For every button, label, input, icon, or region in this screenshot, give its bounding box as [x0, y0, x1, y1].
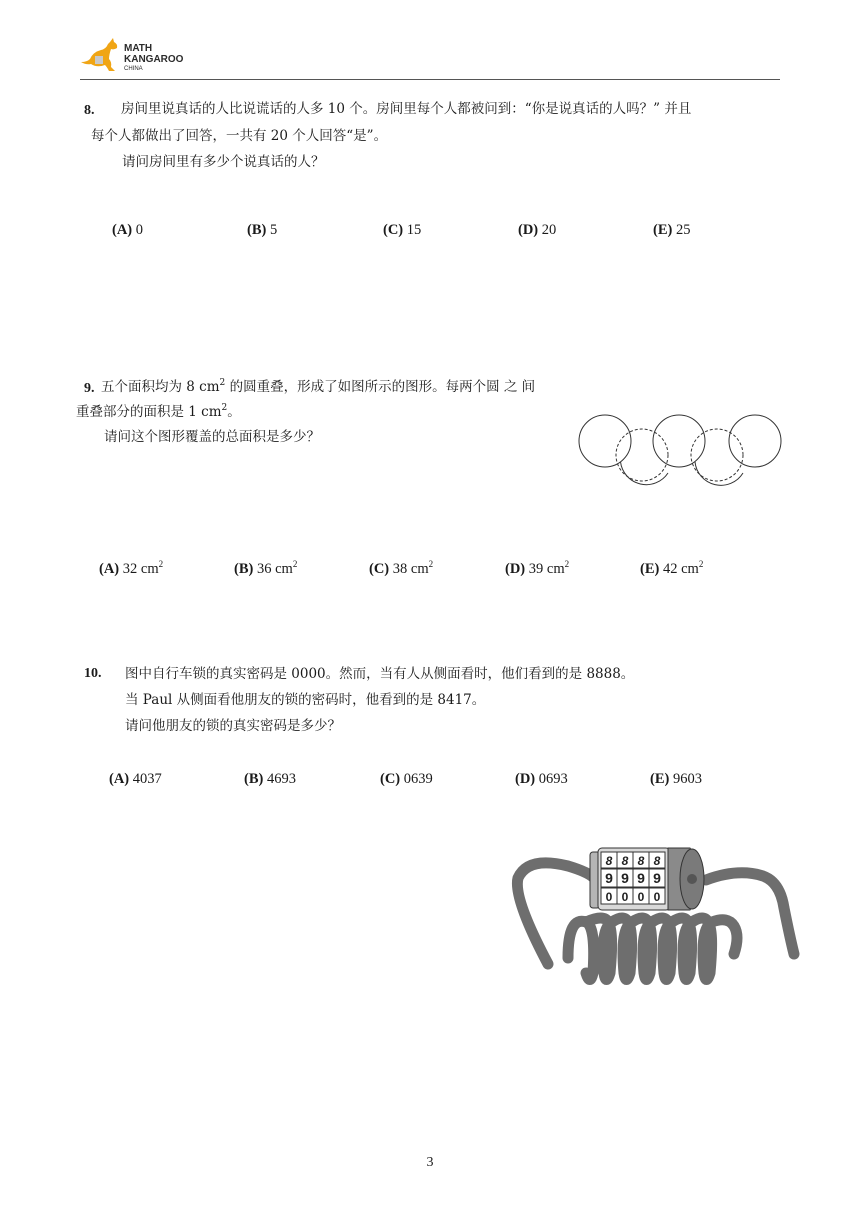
lock-top-digit-1: 8	[605, 854, 613, 868]
overlapping-circles-figure	[574, 412, 788, 486]
lock-bot-digit-4: 0	[653, 890, 661, 904]
bicycle-lock-figure	[508, 838, 804, 988]
q9-option-b[interactable]: (B) 36 $cm^2$	[234, 559, 298, 577]
q10-option-c[interactable]: (C) 0639	[380, 771, 433, 787]
q8-text-line1: 房间里说真话的人比说谎话的人多 10 个。房间里每个人都被问到：“你是说真话的人吗？” 并且	[121, 101, 692, 117]
q8-option-e[interactable]: (E) 25	[653, 222, 691, 238]
q9-number: 9.	[84, 381, 95, 396]
q8-text-line3: 请问房间里有多少个说真话的人？	[122, 154, 325, 170]
q8-option-b[interactable]: (B) 5	[247, 222, 278, 238]
lock-top-digit-3: 8	[637, 854, 645, 868]
logo-text-china: CHINA	[124, 66, 143, 72]
q10-option-b[interactable]: (B) 4693	[244, 771, 296, 787]
q9-text-line1: 五个面积均为 8 $cm^2$ 的圆重叠，形成了如图所示的图形。每两个圆 之 间	[101, 378, 536, 395]
q10-text-line1: 图中自行车锁的真实密码是 0000。然而，当有人从侧面看时，他们看到的是 8888。	[125, 666, 635, 682]
lock-bot-digit-2: 0	[621, 890, 629, 904]
kangaroo-logo-icon	[80, 38, 120, 74]
page-number: 3	[426, 1155, 434, 1170]
circle-1	[579, 415, 631, 467]
q10-option-a[interactable]: (A) 4037	[109, 771, 162, 787]
q10-number: 10.	[84, 666, 102, 681]
header-rule	[80, 79, 780, 80]
lock-mid-digit-2: 9	[621, 870, 629, 886]
q9-option-e[interactable]: (E) 42 $cm^2$	[640, 559, 704, 577]
lock-mid-digit-3: 9	[637, 870, 645, 886]
q8-option-c[interactable]: (C) 15	[383, 222, 422, 238]
lock-mid-digit-1: 9	[605, 870, 613, 886]
logo-text-math: MATH	[124, 43, 153, 54]
q9-option-a[interactable]: (A) 32 $cm^2$	[99, 559, 164, 577]
q9-text-line2: 重叠部分的面积是 1 $cm^2$。	[76, 403, 241, 420]
lock-bot-digit-3: 0	[637, 890, 645, 904]
circle-2	[616, 429, 668, 481]
q9-option-d[interactable]: (D) 39 $cm^2$	[505, 559, 570, 577]
circle-5	[729, 415, 781, 467]
q8-option-d[interactable]: (D) 20	[518, 222, 557, 238]
lock-top-digit-2: 8	[621, 854, 629, 868]
lock-top-digit-4: 8	[653, 854, 661, 868]
circle-3	[653, 415, 705, 467]
q8-option-a[interactable]: (A) 0	[112, 222, 144, 238]
q8-text-line2: 每个人都做出了回答，一共有 20 个人回答“是”。	[91, 128, 388, 144]
q10-option-d[interactable]: (D) 0693	[515, 771, 568, 787]
logo-text-kangaroo: KANGAROO	[124, 54, 184, 65]
q10-option-e[interactable]: (E) 9603	[650, 771, 702, 787]
lock-mid-digit-4: 9	[653, 870, 661, 886]
header	[80, 38, 780, 82]
q9-option-c[interactable]: (C) 38 $cm^2$	[369, 559, 434, 577]
q10-text-line3: 请问他朋友的锁的真实密码是多少？	[125, 718, 341, 734]
q9-text-line3: 请问这个图形覆盖的总面积是多少？	[104, 429, 320, 445]
lock-bot-digit-1: 0	[605, 890, 613, 904]
q10-text-line2: 当 Paul 从侧面看他朋友的锁的密码时，他看到的是 8417。	[125, 692, 486, 708]
q8-number: 8.	[84, 103, 95, 118]
